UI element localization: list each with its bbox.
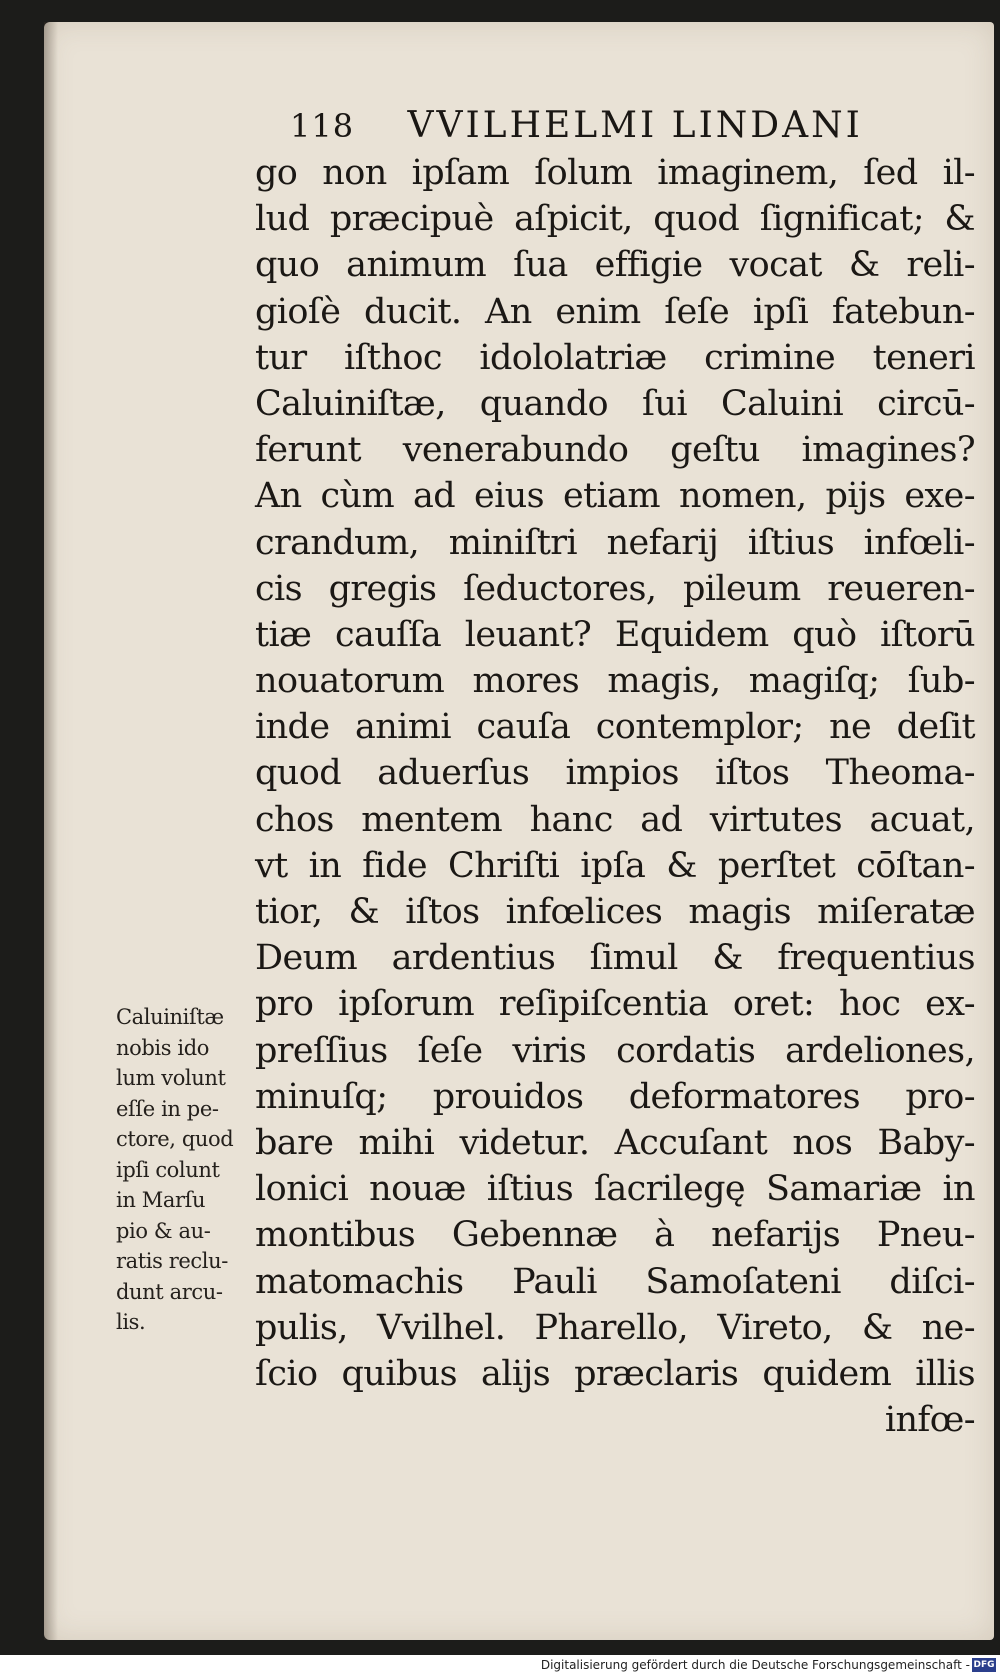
text-line: tur iſthoc idololatriæ crimine teneri: [255, 337, 975, 378]
margin-note-line: nobis ido: [116, 1035, 209, 1060]
margin-note-line: Caluiniſtæ: [116, 1005, 224, 1029]
text-line: quod aduerſus impios iſtos Theoma-: [255, 753, 975, 794]
text-line: preſſius ſeſe viris cordatis ardeliones,: [255, 1030, 975, 1071]
text-line: tiæ cauſſa leuant? Equidem quò iſtorū: [255, 614, 975, 655]
margin-note-line: lum volunt: [116, 1066, 226, 1090]
margin-note-line: pio & au-: [116, 1218, 211, 1243]
text-line: quo animum ſua effigie vocat & reli-: [255, 245, 975, 286]
dfg-logo: DFG: [973, 1660, 995, 1670]
digitization-credit: Digitalisierung gefördert durch die Deutsche Forschungsgemeinschaft -: [540, 1658, 970, 1672]
margin-note-line: in Marſu: [116, 1188, 206, 1212]
page-number: 118: [290, 107, 355, 145]
footer-bar: [0, 1655, 1000, 1676]
margin-note-line: dunt arcu-: [116, 1279, 223, 1304]
margin-note-line: ctore, quod: [116, 1127, 234, 1151]
text-line: bare mihi videtur. Accuſant nos Baby-: [255, 1122, 975, 1163]
margin-note-line: lis.: [116, 1310, 146, 1334]
catchword: infœ-: [884, 1400, 975, 1441]
text-line: Deum ardentius ſimul & frequentius: [255, 938, 975, 979]
text-line: pro ipſorum reſipiſcentia oret: hoc ex-: [255, 984, 975, 1025]
text-line: montibus Gebennæ à nefarijs Pneu-: [255, 1215, 975, 1256]
text-line: ferunt venerabundo geſtu imagines?: [255, 430, 975, 471]
text-line: An cùm ad eius etiam nomen, pijs exe-: [255, 476, 975, 517]
margin-note-line: eſſe in pe-: [116, 1096, 219, 1121]
text-line: lonici nouæ iſtius ſacrilegę Samariæ in: [255, 1169, 975, 1210]
text-line: matomachis Pauli Samoſateni diſci-: [255, 1261, 975, 1302]
text-line: lud præcipuè aſpicit, quod ſignificat; &: [255, 199, 975, 240]
text-line: go non ipſam ſolum imaginem, ſed il-: [255, 153, 975, 193]
body-text: [255, 150, 975, 1443]
text-line: chos mentem hanc ad virtutes acuat,: [255, 799, 975, 840]
running-title: VVILHELMI LINDANI: [407, 105, 863, 146]
text-line: tior, & iſtos infœlices magis miſeratæ: [255, 892, 975, 932]
text-line: crandum, miniſtri nefarij iſtius infœli-: [255, 522, 975, 563]
text-line: ſcio quibus alijs præclaris quidem illis: [255, 1353, 975, 1394]
text-line: inde animi cauſa contemplor; ne deſit: [255, 707, 975, 748]
page-gutter-shadow: [44, 22, 58, 1640]
text-line: vt in fide Chriſti ipſa & perſtet cōſtan-: [255, 845, 975, 886]
page-header: [290, 105, 890, 155]
margin-note-line: ipſi colunt: [116, 1157, 220, 1182]
text-line: cis gregis ſeductores, pileum reueren-: [255, 568, 975, 609]
text-line: minuſq; prouidos deformatores pro-: [255, 1076, 975, 1117]
margin-note: [116, 1002, 266, 1338]
text-line: Caluiniſtæ, quando ſui Caluini circū-: [255, 383, 975, 424]
text-line: pulis, Vvilhel. Pharello, Vireto, & ne-: [255, 1307, 975, 1348]
text-line: gioſè ducit. An enim ſeſe ipſi fatebun-: [255, 291, 975, 332]
text-line: nouatorum mores magis, magiſq; ſub-: [255, 661, 975, 702]
margin-note-line: ratis reclu-: [116, 1249, 228, 1273]
